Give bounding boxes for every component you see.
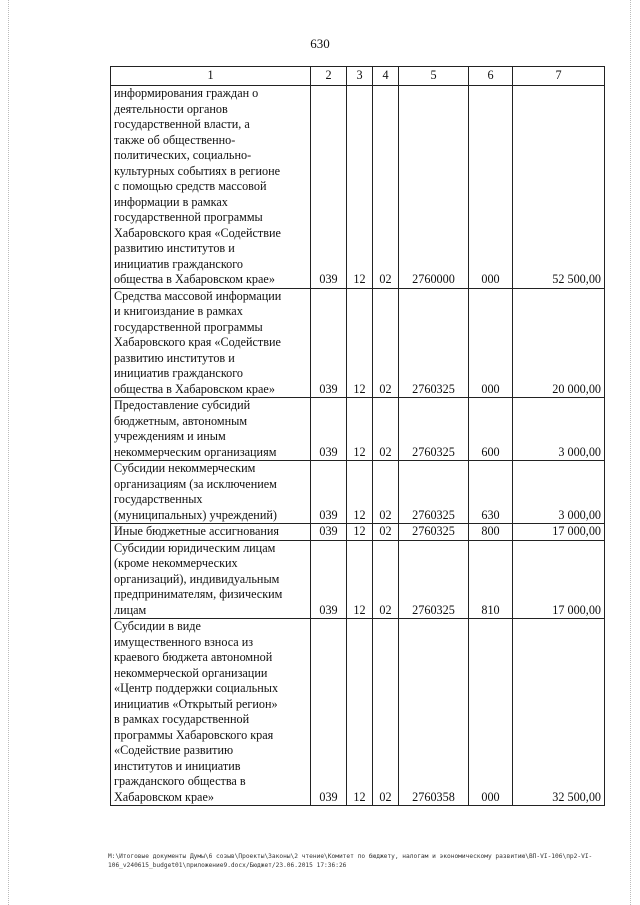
description-line: инициатив гражданского [114, 256, 244, 271]
amount-column: 52 500,00 [513, 86, 605, 289]
description-line: организаций), индивидуальным [114, 571, 280, 586]
page-number: 630 [310, 36, 330, 51]
description-line: развитию институтов и [114, 241, 235, 255]
description-line: в рамках государственной [114, 712, 250, 726]
subsection-column: 02 [373, 524, 399, 541]
header-cell: 7 [513, 67, 605, 86]
description-line: некоммерческой организации [114, 665, 268, 680]
description-line: «Содействие развитию [114, 743, 234, 757]
header-cell: 2 [311, 67, 347, 86]
description-line: развитию институтов и [114, 350, 235, 365]
subsection-column: 02 [373, 540, 399, 619]
table-row [111, 461, 605, 524]
expense-type-column: 000 [469, 86, 513, 289]
description-line: предпринимателям, физическим [114, 587, 283, 601]
description-line: Субсидии юридическим лицам [114, 540, 276, 555]
header-row [111, 67, 605, 86]
expense-type-column: 000 [469, 288, 513, 398]
expense-type-column: 810 [469, 540, 513, 619]
expense-type-column: 630 [469, 461, 513, 524]
description-line: также об общественно- [114, 132, 236, 147]
table-row [111, 524, 605, 541]
description-line: инициатив «Открытый регион» [114, 696, 278, 711]
table-row [111, 398, 605, 461]
target-article-column: 2760325 [399, 524, 469, 541]
description-line: «Центр поддержки социальных [114, 681, 279, 695]
row-description [111, 398, 311, 461]
code-column-2: 039 [311, 619, 347, 806]
left-margin-line [8, 0, 10, 905]
target-article-column: 2760000 [399, 86, 469, 289]
subsection-column: 02 [373, 619, 399, 806]
section-column: 12 [347, 540, 373, 619]
target-article-column: 2760325 [399, 398, 469, 461]
amount-column: 3 000,00 [513, 398, 605, 461]
code-column-2: 039 [311, 398, 347, 461]
description-line: информирования граждан о [114, 86, 259, 100]
target-article-column: 2760325 [399, 461, 469, 524]
description-line: бюджетным, автономным [114, 413, 248, 428]
row-description [111, 288, 311, 398]
code-column-2: 039 [311, 461, 347, 524]
table-body [111, 86, 605, 806]
description-line: институтов и инициатив [114, 758, 241, 773]
header-cell: 6 [469, 67, 513, 86]
target-article-column: 2760325 [399, 540, 469, 619]
description-line: программы Хабаровского края [114, 727, 274, 742]
description-line: Хабаровском крае» [114, 789, 214, 804]
section-column: 12 [347, 619, 373, 806]
description-line: деятельности органов [114, 101, 228, 116]
subsection-column: 02 [373, 461, 399, 524]
amount-column: 20 000,00 [513, 288, 605, 398]
description-line: Хабаровского края «Содействие [114, 335, 281, 349]
description-line: и книгоиздание в рамках [114, 304, 243, 318]
expense-type-column: 800 [469, 524, 513, 541]
header-cell: 3 [347, 67, 373, 86]
header-cell: 5 [399, 67, 469, 86]
table-row [111, 86, 605, 289]
expense-type-column: 600 [469, 398, 513, 461]
description-line: (кроме некоммерческих [114, 556, 238, 570]
description-line: Хабаровского края «Содействие [114, 225, 281, 240]
description-line: Средства массовой информации [114, 288, 282, 303]
header-cell: 1 [111, 67, 311, 86]
row-description [111, 524, 311, 541]
code-column-2: 039 [311, 524, 347, 541]
row-description [111, 86, 311, 289]
footer-line: M:\Итоговые документы Думы\6 созыв\Проекты\Законы\2 чтение\Комитет по бюджету, налогам и экономическому развитию\ВП-VI-106\пр2-VI- [108, 853, 593, 860]
subsection-column: 02 [373, 398, 399, 461]
table-row [111, 288, 605, 398]
description-line: некоммерческим организациям [114, 444, 277, 459]
section-column: 12 [347, 288, 373, 398]
file-path-footer [108, 852, 608, 870]
expense-type-column: 000 [469, 619, 513, 806]
description-line: гражданского общества в [114, 774, 246, 788]
row-description [111, 461, 311, 524]
target-article-column: 2760358 [399, 619, 469, 806]
code-column-2: 039 [311, 86, 347, 289]
description-line: Предоставление субсидий [114, 398, 251, 412]
subsection-column: 02 [373, 86, 399, 289]
section-column: 12 [347, 524, 373, 541]
amount-column: 32 500,00 [513, 619, 605, 806]
description-line: Субсидии в виде [114, 619, 201, 633]
description-line: государственной власти, а [114, 117, 250, 131]
description-line: политических, социально- [114, 148, 252, 162]
description-line: организациям (за исключением [114, 476, 277, 491]
section-column: 12 [347, 461, 373, 524]
section-column: 12 [347, 398, 373, 461]
description-line: (муниципальных) учреждений) [114, 507, 277, 522]
budget-table [110, 66, 605, 806]
description-line: Субсидии некоммерческим [114, 461, 256, 475]
code-column-2: 039 [311, 540, 347, 619]
description-line: Иные бюджетные ассигнования [114, 524, 280, 538]
table-row [111, 619, 605, 806]
amount-column: 17 000,00 [513, 540, 605, 619]
target-article-column: 2760325 [399, 288, 469, 398]
description-line: информации в рамках [114, 194, 228, 209]
section-column: 12 [347, 86, 373, 289]
description-line: общества в Хабаровском крае» [114, 272, 275, 286]
table-row [111, 540, 605, 619]
description-line: общества в Хабаровском крае» [114, 381, 275, 396]
description-line: инициатив гражданского [114, 366, 244, 380]
header-cell: 4 [373, 67, 399, 86]
right-margin-line [630, 0, 632, 905]
description-line: с помощью средств массовой [114, 179, 267, 193]
description-line: учреждениям и иным [114, 429, 226, 443]
row-description [111, 619, 311, 806]
row-description [111, 540, 311, 619]
amount-column: 3 000,00 [513, 461, 605, 524]
description-line: государственной программы [114, 319, 263, 334]
amount-column: 17 000,00 [513, 524, 605, 541]
description-line: культурных событиях в регионе [114, 163, 281, 178]
description-line: лицам [114, 602, 147, 617]
description-line: государственной программы [114, 210, 263, 224]
code-column-2: 039 [311, 288, 347, 398]
description-line: имущественного взноса из [114, 634, 254, 649]
description-line: государственных [114, 492, 203, 506]
subsection-column: 02 [373, 288, 399, 398]
footer-line: 106_v240615_budget01\приложение9.docx/Бюджет/23.06.2015 17:36:26 [108, 862, 347, 869]
description-line: краевого бюджета автономной [114, 650, 273, 664]
